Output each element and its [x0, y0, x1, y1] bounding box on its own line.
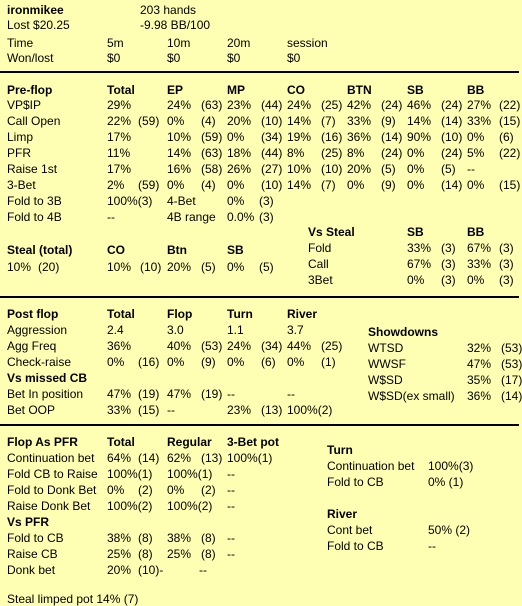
- stat-value: 0%: [347, 178, 365, 192]
- stat-value: 0%: [167, 355, 185, 369]
- stat-count: (59): [138, 178, 160, 192]
- vs-pfr-title: Vs PFR: [7, 515, 50, 529]
- stat-count: (14): [138, 451, 160, 465]
- stat-count: (3): [259, 210, 274, 224]
- stat-value: 0%: [167, 114, 185, 128]
- stat-value: 0%: [227, 194, 245, 208]
- postflop-col-river: River: [287, 307, 318, 321]
- row-label: Fold to 4B: [7, 210, 62, 224]
- stat-value: 67%: [467, 241, 492, 255]
- stat-count: (44): [261, 146, 283, 160]
- stat-count: (22): [499, 98, 521, 112]
- stat-count: (25): [321, 98, 343, 112]
- wonlost-20m: $0: [227, 51, 241, 65]
- lost-amount: Lost $20.25: [7, 18, 70, 32]
- stat-count: (19): [201, 387, 223, 401]
- stat-value: --: [227, 387, 235, 401]
- stat-value: 10%: [107, 260, 132, 274]
- stat-count: (9): [201, 355, 216, 369]
- divider: [0, 424, 519, 426]
- vs-steal-col-sb: SB: [407, 225, 424, 239]
- stat-value: 36%: [107, 339, 132, 353]
- stat-count: (3): [441, 241, 456, 255]
- stat-value: 100%(3): [107, 194, 153, 208]
- row-label: PFR: [7, 146, 31, 160]
- stat-value: 24%: [167, 98, 192, 112]
- row-label: Fold to 3B: [7, 194, 62, 208]
- stat-value: 10%: [167, 130, 192, 144]
- stat-count: (53): [201, 339, 223, 353]
- stat-value: 3.0: [167, 323, 184, 337]
- period-session: session: [287, 36, 328, 50]
- stat-value: 5%: [467, 146, 485, 160]
- preflop-title: Pre-flop: [7, 83, 53, 97]
- stat-count: (5): [201, 260, 216, 274]
- period-20m: 20m: [227, 36, 251, 50]
- stat-value: 0%: [467, 273, 485, 287]
- stat-value: 100%(3): [428, 459, 474, 473]
- stat-value: 100%(2): [167, 499, 213, 513]
- stat-value: 33%: [347, 114, 372, 128]
- stat-value: --: [227, 483, 235, 497]
- stat-count: (3): [441, 273, 456, 287]
- stat-value: 47%: [107, 387, 132, 401]
- stat-value: 0%: [227, 178, 245, 192]
- row-label: 3Bet: [308, 273, 333, 287]
- row-label: Continuation bet: [327, 459, 415, 473]
- stat-count: (10)-: [138, 563, 164, 577]
- stat-value: 33%: [107, 403, 132, 417]
- stat-value: --: [428, 539, 436, 553]
- stat-value: 100%(1): [167, 467, 213, 481]
- row-label: Raise Donk Bet: [7, 499, 91, 513]
- stat-value: --: [287, 387, 295, 401]
- row-label: Fold CB to Raise: [7, 467, 98, 481]
- stat-count: (3): [499, 241, 514, 255]
- preflop-col-mp: MP: [227, 83, 245, 97]
- stat-count: (3): [441, 257, 456, 271]
- postflop-col-turn: Turn: [227, 307, 253, 321]
- steal-col-co: CO: [107, 243, 125, 257]
- stat-value: 67%: [407, 257, 432, 271]
- stat-value: 33%: [407, 241, 432, 255]
- vs-missed-cb-title: Vs missed CB: [7, 371, 88, 385]
- stat-value: 100%(1): [227, 451, 273, 465]
- stat-value: 17%: [107, 162, 132, 176]
- stat-value: 14%: [407, 114, 432, 128]
- stat-value: 38%: [107, 531, 132, 545]
- player-name: ironmikee: [7, 3, 64, 17]
- stat-value: 0%: [287, 355, 305, 369]
- row-label: Bet OOP: [7, 403, 56, 417]
- stat-count: (8): [138, 547, 153, 561]
- flop-pfr-col-regular: Regular: [167, 435, 212, 449]
- stat-count: (10): [140, 260, 162, 274]
- stat-value: 0%: [407, 146, 425, 160]
- stat-count: (24): [441, 98, 463, 112]
- fourbet-label: 4-Bet: [167, 194, 196, 208]
- stat-value: 47%: [167, 387, 192, 401]
- stat-value: 0%: [227, 260, 245, 274]
- stat-value: 0%: [407, 162, 425, 176]
- stat-count: (20): [38, 260, 60, 274]
- row-label: Fold to CB: [327, 539, 384, 553]
- row-label: Check-raise: [7, 355, 72, 369]
- row-label: Donk bet: [7, 563, 56, 577]
- row-label: Limp: [7, 130, 34, 144]
- stat-count: (10): [441, 130, 463, 144]
- stat-value: 10%: [7, 260, 32, 274]
- stat-count: (24): [441, 146, 463, 160]
- stat-count: (19): [138, 387, 160, 401]
- stat-count: (59): [201, 130, 223, 144]
- stat-count: (14): [381, 130, 403, 144]
- stat-value: 0%: [167, 483, 185, 497]
- stat-value: 0%: [107, 483, 125, 497]
- stat-count: (34): [261, 130, 283, 144]
- stat-count: (53): [501, 357, 522, 371]
- stat-value: 46%: [407, 98, 432, 112]
- row-label: WWSF: [368, 357, 406, 371]
- stat-count: (8): [201, 531, 216, 545]
- stat-value: 11%: [107, 146, 131, 160]
- stat-value: 44%: [287, 339, 312, 353]
- row-label: Call: [308, 257, 329, 271]
- preflop-col-ep: EP: [167, 83, 184, 97]
- row-label: Fold to CB: [327, 475, 384, 489]
- row-label: W$SD: [368, 373, 403, 387]
- flop-pfr-title: Flop As PFR: [7, 435, 78, 449]
- steal-title: Steal (total): [7, 243, 73, 257]
- stat-count: (6): [499, 130, 514, 144]
- stat-count: (13): [261, 403, 283, 417]
- stat-value: 0%: [227, 130, 245, 144]
- stat-value: 0%: [227, 355, 245, 369]
- stat-count: (6): [261, 355, 276, 369]
- stat-count: (27): [261, 162, 283, 176]
- stat-count: (16): [321, 130, 343, 144]
- stat-value: --: [227, 499, 235, 513]
- stat-value: 20%: [167, 260, 192, 274]
- preflop-col-sb: SB: [407, 83, 424, 97]
- wonlost-label: Won/lost: [7, 51, 54, 65]
- row-label: Call Open: [7, 114, 61, 128]
- stat-value: 23%: [227, 98, 252, 112]
- postflop-title: Post flop: [7, 307, 59, 321]
- stat-count: (24): [381, 146, 403, 160]
- stat-value: 23%: [227, 403, 252, 417]
- steal-limped-pot: Steal limped pot 14% (7): [7, 592, 139, 606]
- stat-value: 14%: [167, 146, 192, 160]
- stat-count: (3): [499, 273, 514, 287]
- stat-count: (13): [201, 451, 223, 465]
- postflop-col-total: Total: [107, 307, 135, 321]
- stat-count: (7): [321, 114, 336, 128]
- stat-count: (14): [501, 389, 522, 403]
- stat-count: (9): [381, 178, 396, 192]
- stat-value: 25%: [167, 547, 192, 561]
- stat-count: (15): [499, 114, 521, 128]
- stat-value: 29%: [107, 98, 132, 112]
- stat-value: 18%: [227, 146, 252, 160]
- stat-count: (4): [201, 114, 216, 128]
- stat-count: (9): [381, 114, 396, 128]
- bb-per-100: -9.98 BB/100: [140, 18, 211, 32]
- stat-value: 19%: [287, 130, 312, 144]
- steal-col-sb: SB: [227, 243, 244, 257]
- stat-count: (25): [321, 339, 343, 353]
- stat-count: (22): [499, 146, 521, 160]
- vs-steal-col-bb: BB: [467, 225, 485, 239]
- stat-value: 1.1: [227, 323, 244, 337]
- stat-count: (1): [321, 355, 336, 369]
- stat-count: (5): [259, 260, 274, 274]
- stat-value: 16%: [167, 162, 192, 176]
- stat-value: 24%: [287, 98, 312, 112]
- row-label: Fold to Donk Bet: [7, 483, 97, 497]
- stat-value: --: [199, 563, 207, 577]
- stat-value: 0%: [467, 130, 485, 144]
- stat-value: 42%: [347, 98, 372, 112]
- wonlost-session: $0: [287, 51, 301, 65]
- stat-count: (34): [261, 339, 283, 353]
- fourbet-range-label: 4B range: [167, 210, 216, 224]
- stat-value: 35%: [467, 373, 492, 387]
- stat-count: (2): [138, 483, 153, 497]
- row-label: WTSD: [368, 341, 404, 355]
- stat-count: (10): [321, 162, 343, 176]
- stat-value: 0%: [467, 178, 485, 192]
- stat-value: 2.4: [107, 323, 124, 337]
- flop-pfr-col-total: Total: [107, 435, 135, 449]
- stat-value: --: [227, 547, 235, 561]
- stat-value: 10%: [287, 162, 312, 176]
- stat-value: 24%: [227, 339, 252, 353]
- row-label: Continuation bet: [7, 451, 95, 465]
- stat-count: (24): [381, 98, 403, 112]
- stat-count: (15): [138, 403, 160, 417]
- stat-value: --: [227, 531, 235, 545]
- stat-value: 20%: [107, 563, 132, 577]
- stat-count: (16): [138, 355, 160, 369]
- stat-count: (5): [441, 162, 456, 176]
- stat-value: 36%: [467, 389, 492, 403]
- stat-value: 25%: [107, 547, 132, 561]
- stat-count: (3): [259, 194, 274, 208]
- stat-value: 8%: [287, 146, 305, 160]
- stat-value: 62%: [167, 451, 192, 465]
- stat-value: 32%: [467, 341, 492, 355]
- period-5m: 5m: [107, 36, 124, 50]
- preflop-col-bb: BB: [467, 83, 485, 97]
- vs-steal-title: Vs Steal: [308, 225, 355, 239]
- stat-count: (2): [201, 483, 216, 497]
- stat-value: 3.7: [287, 323, 304, 337]
- row-label: Cont bet: [327, 523, 373, 537]
- divider: [0, 296, 519, 298]
- stat-value: 100%(2): [107, 499, 153, 513]
- stat-value: 0%: [107, 355, 125, 369]
- row-label: Aggression: [7, 323, 68, 337]
- stat-value: 40%: [167, 339, 192, 353]
- stat-count: (8): [138, 531, 153, 545]
- wonlost-5m: $0: [107, 51, 121, 65]
- turn-title: Turn: [327, 443, 353, 457]
- postflop-col-flop: Flop: [167, 307, 193, 321]
- stat-value: 100%(2): [287, 403, 333, 417]
- divider: [0, 71, 519, 73]
- stat-count: (53): [501, 341, 522, 355]
- row-label: VP$IP: [7, 98, 42, 112]
- stat-count: (10): [261, 178, 283, 192]
- steal-col-btn: Btn: [167, 243, 187, 257]
- stat-count: (4): [201, 178, 216, 192]
- row-label: Raise CB: [7, 547, 58, 561]
- stat-value: 50% (2): [428, 523, 471, 537]
- stat-value: 22%: [107, 114, 132, 128]
- stat-value: 0%: [407, 273, 425, 287]
- river-title: River: [327, 507, 358, 521]
- stat-value: 47%: [467, 357, 492, 371]
- row-label: W$SD(ex small): [368, 389, 455, 403]
- stat-count: (8): [201, 547, 216, 561]
- stat-value: 2%: [107, 178, 125, 192]
- stat-count: (25): [321, 146, 343, 160]
- period-10m: 10m: [167, 36, 191, 50]
- stat-value: 0%: [407, 178, 425, 192]
- stat-value: 36%: [347, 130, 372, 144]
- stat-value: 0.0%: [227, 210, 255, 224]
- stat-value: 100%(1): [107, 467, 153, 481]
- stat-value: 20%: [347, 162, 372, 176]
- stat-value: 33%: [467, 257, 492, 271]
- stat-value: --: [167, 403, 175, 417]
- flop-pfr-col-3bet: 3-Bet pot: [227, 435, 279, 449]
- stat-value: --: [107, 210, 115, 224]
- row-label: Raise 1st: [7, 162, 58, 176]
- row-label: Agg Freq: [7, 339, 57, 353]
- stat-value: --: [227, 467, 235, 481]
- stat-count: (15): [499, 178, 521, 192]
- stat-value: 64%: [107, 451, 132, 465]
- preflop-col-total: Total: [107, 83, 135, 97]
- stat-count: (10): [261, 114, 283, 128]
- time-label: Time: [7, 36, 34, 50]
- stat-value: 20%: [227, 114, 252, 128]
- stat-count: (3): [499, 257, 514, 271]
- row-label: Bet In position: [7, 387, 84, 401]
- stat-value: 0% (1): [428, 475, 464, 489]
- hands-count: 203 hands: [140, 3, 197, 17]
- stat-count: (63): [201, 98, 223, 112]
- stat-count: (17): [501, 373, 522, 387]
- stat-count: (5): [381, 162, 396, 176]
- preflop-col-co: CO: [287, 83, 305, 97]
- row-label: Fold to CB: [7, 531, 64, 545]
- wonlost-10m: $0: [167, 51, 181, 65]
- stat-value: 17%: [107, 130, 132, 144]
- stat-count: (44): [261, 98, 283, 112]
- stat-value: 26%: [227, 162, 252, 176]
- stat-value: 90%: [407, 130, 432, 144]
- row-label: 3-Bet: [7, 178, 36, 192]
- stat-value: 38%: [167, 531, 192, 545]
- stat-count: (59): [138, 114, 160, 128]
- stat-count: (14): [441, 114, 463, 128]
- stat-count: (58): [201, 162, 223, 176]
- row-label: Fold: [308, 241, 332, 255]
- stat-count: (14): [441, 178, 463, 192]
- stat-value: 8%: [347, 146, 365, 160]
- stat-count: (63): [201, 146, 223, 160]
- stat-value: 14%: [287, 114, 312, 128]
- stat-value: 27%: [467, 98, 492, 112]
- stat-value: 14%: [287, 178, 312, 192]
- stat-value: 0%: [167, 178, 185, 192]
- showdowns-title: Showdowns: [368, 325, 438, 339]
- preflop-col-btn: BTN: [347, 83, 372, 97]
- stat-count: (7): [321, 178, 336, 192]
- stat-value: --: [467, 162, 475, 176]
- stat-value: 33%: [467, 114, 492, 128]
